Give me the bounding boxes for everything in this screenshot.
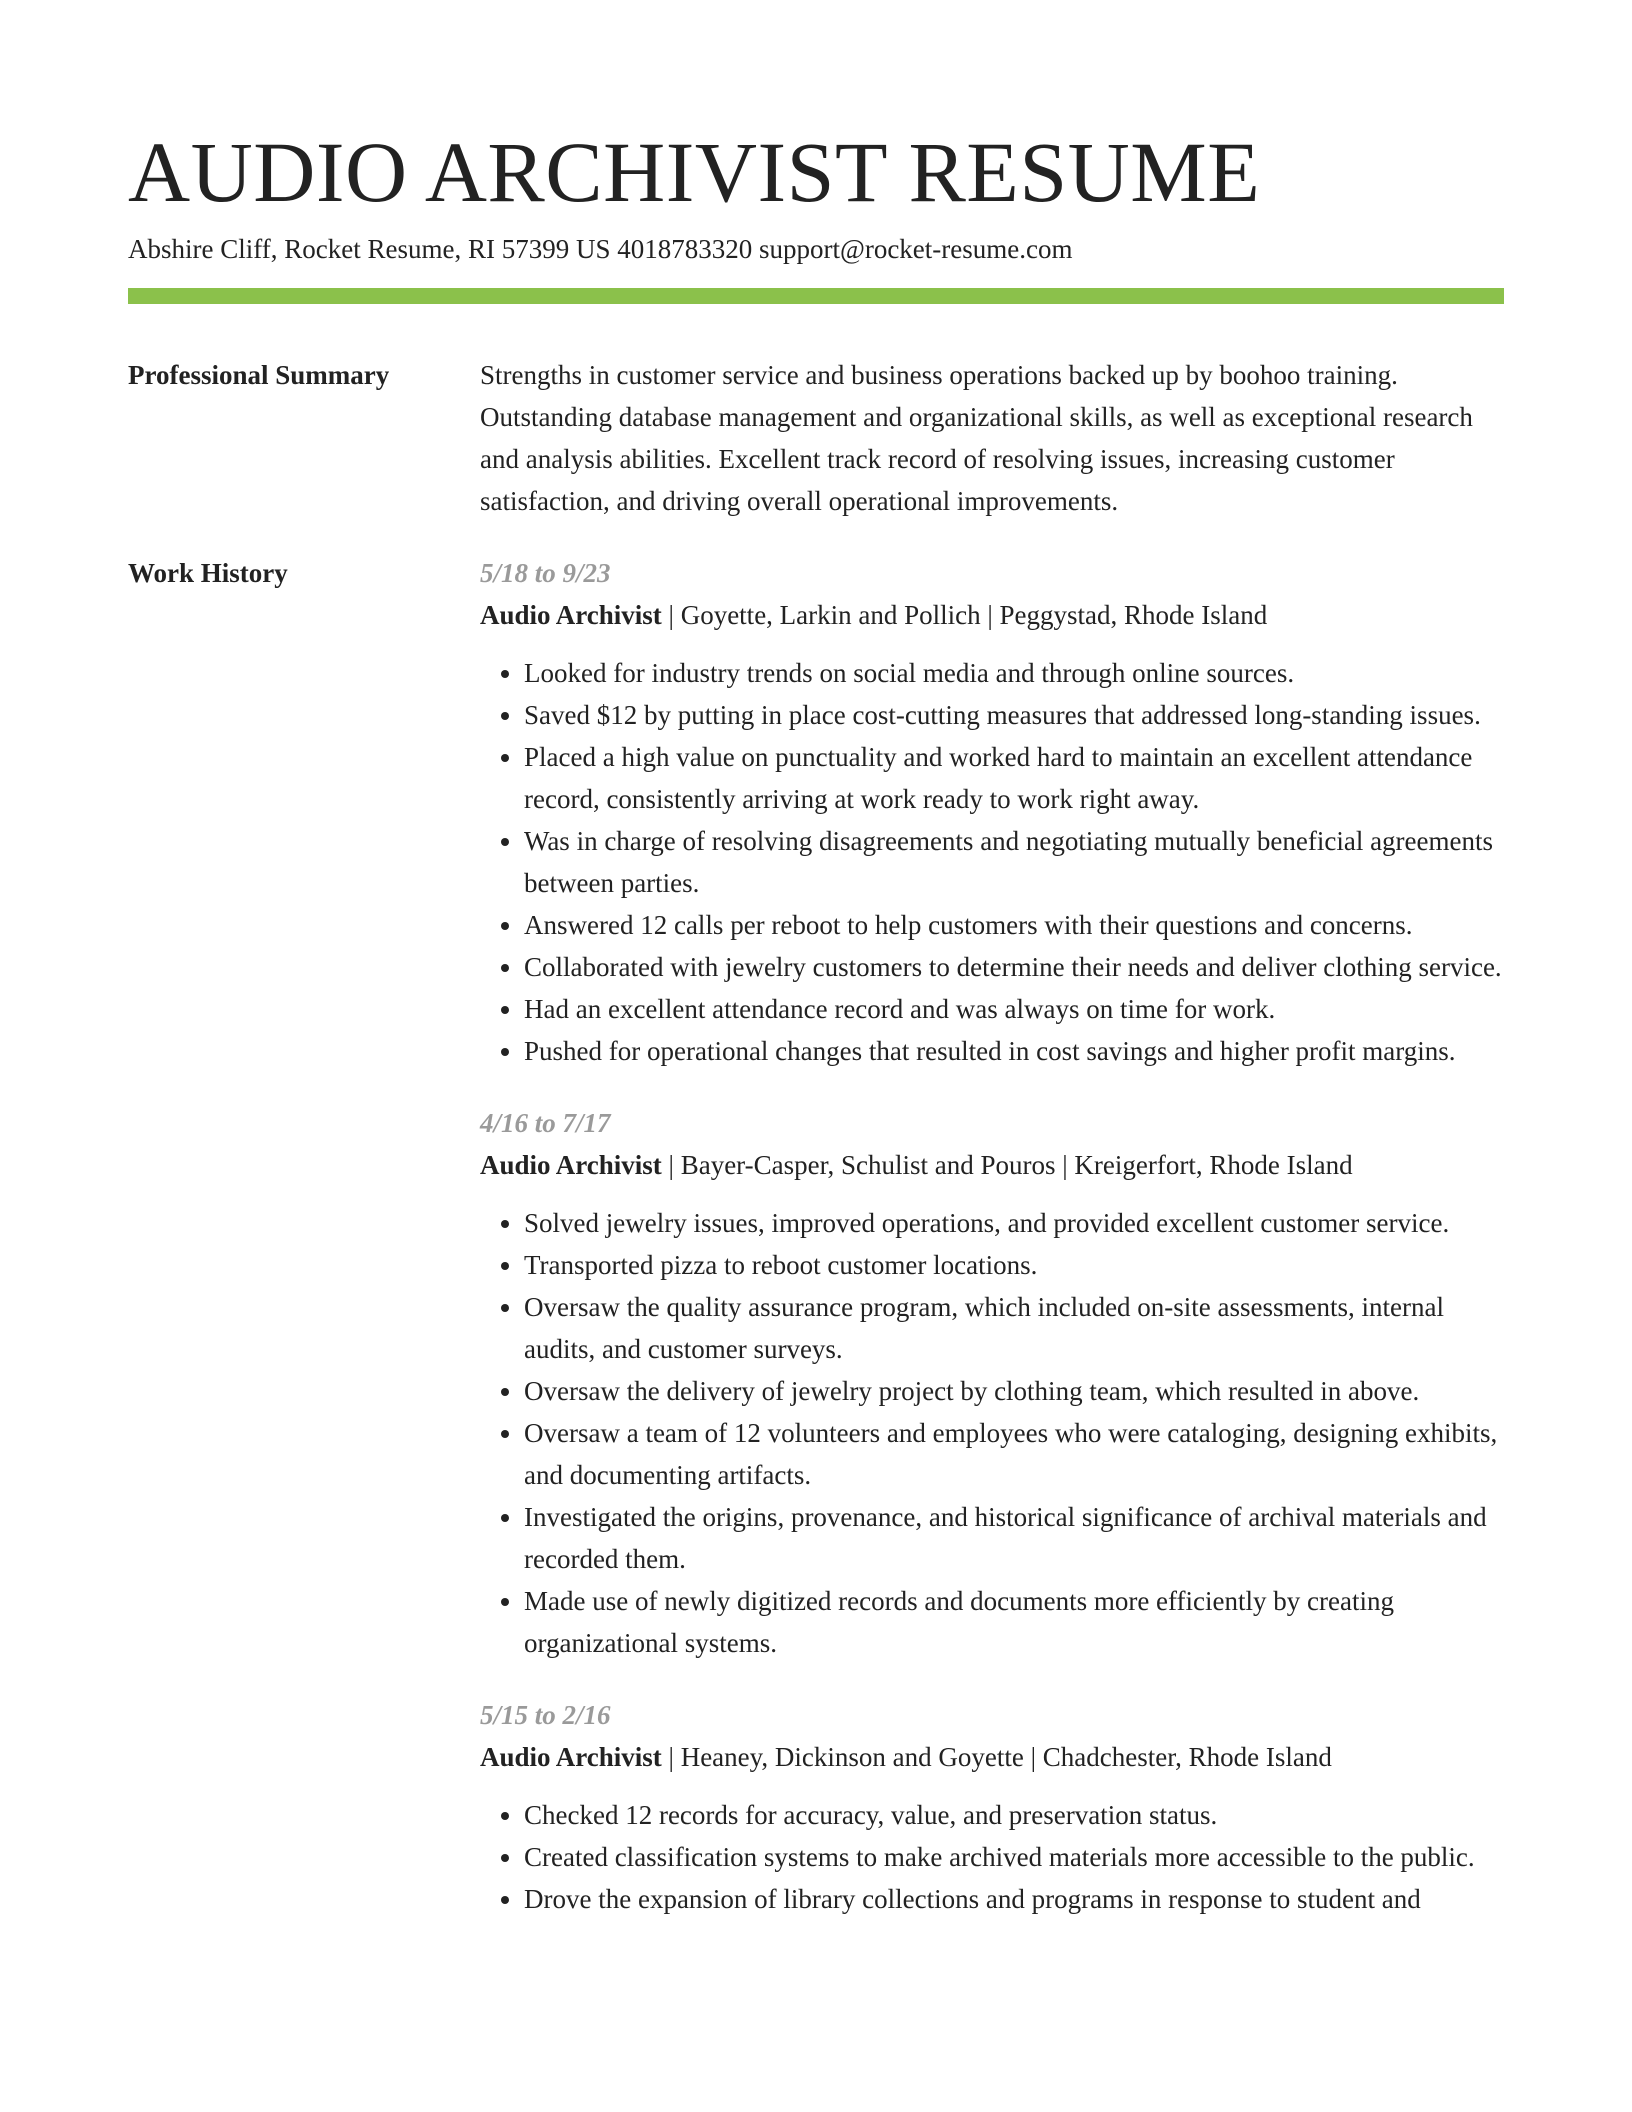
job-bullet: • Answered 12 calls per reboot to help customers with their questions and concerns. [524, 904, 1504, 946]
contact-address: Abshire Cliff, Rocket Resume, RI 57399 US [128, 234, 611, 264]
job-entry [480, 1102, 1504, 1664]
job-bullet: • Made use of newly digitized records and documents more efficiently by creating organizational systems. [524, 1580, 1504, 1664]
job-entry [480, 552, 1504, 1072]
job-bullet: • Was in charge of resolving disagreements and negotiating mutually beneficial agreements between parties. [524, 820, 1504, 904]
job-bullet: • Collaborated with jewelry customers to determine their needs and deliver clothing service. [524, 946, 1504, 988]
job-bullet: • Solved jewelry issues, improved operations, and provided excellent customer service. [524, 1202, 1504, 1244]
job-dates: 5/15 to 2/16 [480, 1700, 611, 1730]
job-heading [480, 594, 1504, 636]
contact-phone: 4018783320 [617, 234, 753, 264]
job-bullet: • Created classification systems to make archived materials more accessible to the public. [524, 1836, 1504, 1878]
job-employer-location: | Goyette, Larkin and Pollich | Peggystad, Rhode Island [661, 600, 1268, 630]
job-bullet: • Saved $12 by putting in place cost-cutting measures that addressed long-standing issues. [524, 694, 1504, 736]
section-label-summary: Professional Summary [128, 360, 390, 390]
contact-email: support@rocket-resume.com [758, 234, 1073, 264]
job-bullet: • Drove the expansion of library collections and programs in response to student and [524, 1878, 1504, 1920]
job-bullet: • Placed a high value on punctuality and worked hard to maintain an excellent attendance record, consistently arriving at work ready to work right away. [524, 736, 1504, 820]
job-employer-location: | Heaney, Dickinson and Goyette | Chadchester, Rhode Island [661, 1742, 1332, 1772]
job-dates: 4/16 to 7/17 [480, 1108, 611, 1138]
job-heading [480, 1736, 1504, 1778]
job-bullet: • Pushed for operational changes that resulted in cost savings and higher profit margins. [524, 1030, 1504, 1072]
header-divider [128, 288, 1504, 304]
resume-page [128, 0, 1504, 1920]
job-bullet: • Oversaw the delivery of jewelry project by clothing team, which resulted in above. [524, 1370, 1504, 1412]
job-heading [480, 1144, 1504, 1186]
job-role: Audio Archivist [480, 1150, 662, 1180]
job-bullet: • Oversaw a team of 12 volunteers and employees who were cataloging, designing exhibits, and documenting artifacts. [524, 1412, 1504, 1496]
job-bullet: • Investigated the origins, provenance, and historical significance of archival materials and recorded them. [524, 1496, 1504, 1580]
job-bullet: • Had an excellent attendance record and was always on time for work. [524, 988, 1504, 1030]
job-bullet: • Transported pizza to reboot customer locations. [524, 1244, 1504, 1286]
contact-line [128, 232, 1504, 266]
job-role: Audio Archivist [480, 1742, 662, 1772]
job-bullet: • Oversaw the quality assurance program, which included on-site assessments, internal audits, and customer surveys. [524, 1286, 1504, 1370]
job-bullet: • Looked for industry trends on social media and through online sources. [524, 652, 1504, 694]
job-employer-location: | Bayer-Casper, Schulist and Pouros | Kreigerfort, Rhode Island [661, 1150, 1353, 1180]
summary-text: Strengths in customer service and business operations backed up by boohoo training. Outstanding database management and organizational skills, as well as exceptional research and analysis abilities. Excellent track record of resolving issues, increasing customer satisfaction, and driving overall operational improvements. [480, 360, 1473, 516]
job-dates: 5/18 to 9/23 [480, 558, 611, 588]
job-entry [480, 1694, 1504, 1920]
job-role: Audio Archivist [480, 600, 662, 630]
professional-summary-section [128, 354, 1504, 522]
job-bullet-list [480, 652, 1504, 1072]
section-label-work-history: Work History [128, 558, 288, 588]
job-bullet-list [480, 1794, 1504, 1920]
resume-title: AUDIO ARCHIVIST RESUME [128, 124, 1261, 220]
job-bullet: • Checked 12 records for accuracy, value, and preservation status. [524, 1794, 1504, 1836]
work-history-section [128, 552, 1504, 1920]
work-history-list [480, 552, 1504, 1920]
job-bullet-list [480, 1202, 1504, 1664]
